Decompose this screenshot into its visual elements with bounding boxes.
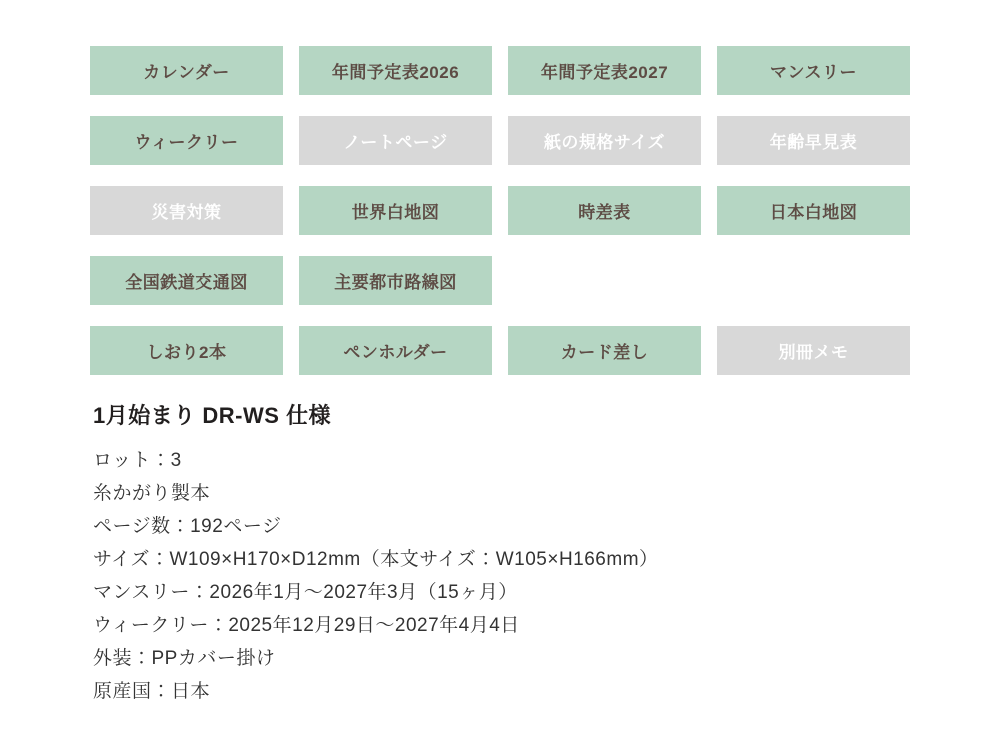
- badge-world-map: 世界白地図: [299, 186, 492, 235]
- spec-size: サイズ：W109×H170×D12mm（本文サイズ：W105×H166mm）: [93, 548, 659, 570]
- badge-weekly: ウィークリー: [90, 116, 283, 165]
- badge-pen-holder: ペンホルダー: [299, 326, 492, 375]
- badge-bookmarks: しおり2本: [90, 326, 283, 375]
- badge-age-chart: 年齢早見表: [717, 116, 910, 165]
- badge-card-slot: カード差し: [508, 326, 701, 375]
- badge-yearly-plan-2026: 年間予定表2026: [299, 46, 492, 95]
- badge-separate-memo: 別冊メモ: [717, 326, 910, 375]
- spec-pages: ページ数：192ページ: [93, 515, 282, 537]
- spec-binding: 糸かがり製本: [93, 482, 211, 504]
- badge-calendar: カレンダー: [90, 46, 283, 95]
- spec-country: 原産国：日本: [93, 680, 211, 702]
- badge-japan-map: 日本白地図: [717, 186, 910, 235]
- spec-monthly: マンスリー：2026年1月～2027年3月（15ヶ月）: [93, 581, 518, 603]
- product-spec-heading: 1月始まり DR-WS 仕様: [93, 403, 332, 428]
- badge-city-route-map: 主要都市路線図: [299, 256, 492, 305]
- spec-lot: ロット：3: [93, 449, 182, 471]
- badge-note-pages: ノートページ: [299, 116, 492, 165]
- badge-time-difference: 時差表: [508, 186, 701, 235]
- badge-railway-map: 全国鉄道交通図: [90, 256, 283, 305]
- badge-disaster-prep: 災害対策: [90, 186, 283, 235]
- badge-yearly-plan-2027: 年間予定表2027: [508, 46, 701, 95]
- badge-paper-sizes: 紙の規格サイズ: [508, 116, 701, 165]
- spec-list: [93, 444, 1000, 708]
- spec-cover: 外装：PPカバー掛け: [93, 647, 276, 669]
- spec-weekly: ウィークリー：2025年12月29日～2027年4月4日: [93, 614, 520, 636]
- badge-monthly: マンスリー: [717, 46, 910, 95]
- feature-badge-grid: [90, 46, 1000, 375]
